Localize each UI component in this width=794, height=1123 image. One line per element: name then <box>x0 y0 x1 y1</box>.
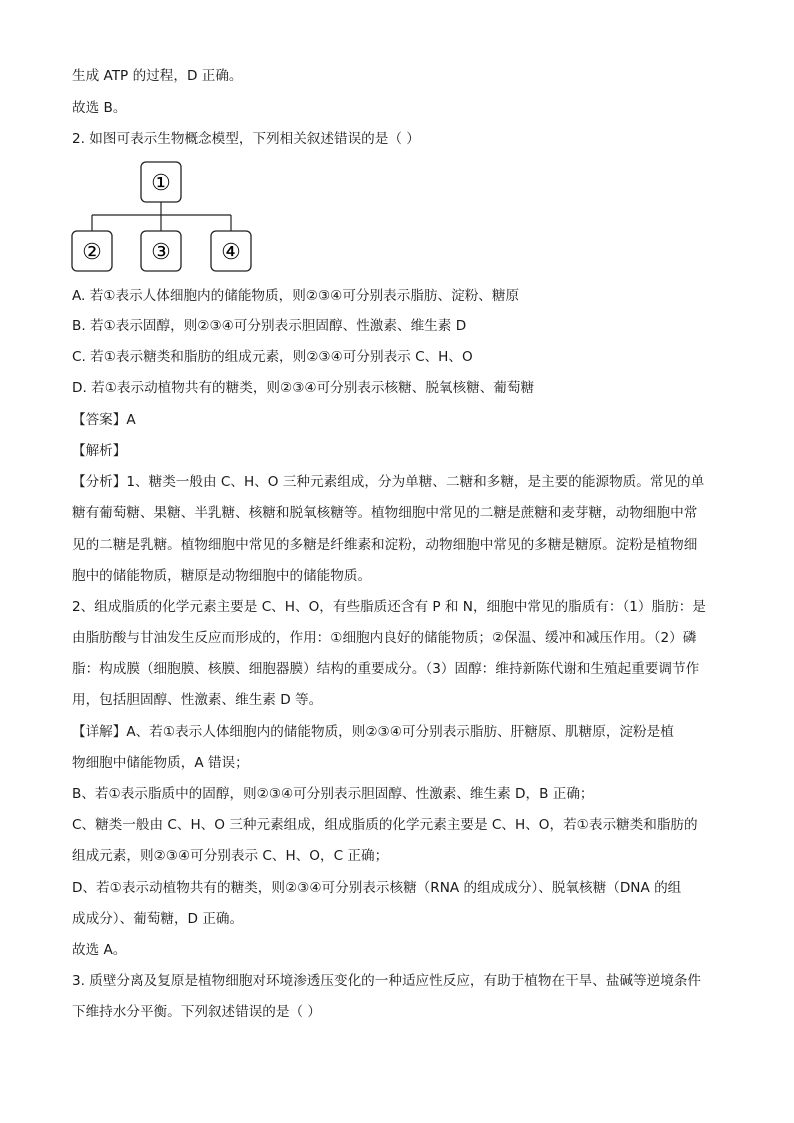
option-d: D. 若①表示动植物共有的糖类，则②③④可分别表示核糖、脱氧核糖、葡萄糖 <box>72 380 535 396</box>
analysis-text: 2、组成脂质的化学元素主要是 C、H、O，有些脂质还含有 P 和 N，细胞中常见的脂质有：（1）脂肪：是 <box>72 599 706 615</box>
analysis-text: 脂：构成膜（细胞膜、核膜、细胞器膜）结构的重要成分。（3）固醇：维持新陈代谢和生殖起重要调节作 <box>72 661 700 677</box>
analysis-text: 用，包括胆固醇、性激素、维生素 D 等。 <box>72 692 323 708</box>
analysis-text: 见的二糖是乳糖。植物细胞中常见的多糖是纤维素和淀粉，动物细胞中常见的多糖是糖原。淀粉是植物细 <box>72 537 698 553</box>
option-c: C. 若①表示糖类和脂肪的组成元素，则②③④可分别表示 C、H、O <box>72 349 473 365</box>
node-top-label: ① <box>151 171 171 196</box>
detail-text: C、糖类一般由 C、H、O 三种元素组成，组成脂质的化学元素主要是 C、H、O，若①表示糖类和脂肪的 <box>72 817 698 833</box>
question-2-stem: 2. 如图可表示生物概念模型，下列相关叙述错误的是（ ） <box>72 131 420 147</box>
option-a: A. 若①表示人体细胞内的储能物质，则②③④可分别表示脂肪、淀粉、糖原 <box>72 288 520 304</box>
analysis-text: 胞中的储能物质，糖原是动物细胞中的储能物质。 <box>72 568 372 584</box>
node-child-1 <box>72 231 112 271</box>
question-3-stem: 3. 质壁分离及复原是植物细胞对环境渗透压变化的一种适应性反应，有助于植物在干旱、盐碱等逆境条件 <box>72 973 702 989</box>
text-line: 故选 B。 <box>72 100 127 116</box>
node-top <box>141 162 181 202</box>
node-child-2-label: ③ <box>151 240 171 265</box>
node-child-3 <box>211 231 251 271</box>
detail-text: 组成元素，则②③④可分别表示 C、H、O，C 正确； <box>72 848 389 864</box>
detail-text: 故选 A。 <box>72 942 127 958</box>
analysis-heading: 【解析】 <box>72 443 127 459</box>
text-line: 生成 ATP 的过程，D 正确。 <box>72 68 243 84</box>
concept-model-diagram <box>70 158 260 274</box>
detail-text: B、若①表示脂质中的固醇，则②③④可分别表示胆固醇、性激素、维生素 D，B 正确； <box>72 786 594 802</box>
node-child-1-label: ② <box>82 240 102 265</box>
node-child-2 <box>141 231 181 271</box>
answer-label: 【答案】A <box>72 412 136 428</box>
detail-text: D、若①表示动植物共有的糖类，则②③④可分别表示核糖（RNA 的组成成分）、脱氧核糖（DNA 的组 <box>72 880 682 896</box>
analysis-text: 由脂肪酸与甘油发生反应而形成的，作用：①细胞内良好的储能物质；②保温、缓冲和减压作用。（2）磷 <box>72 630 697 646</box>
detail-text: 【详解】A、若①表示人体细胞内的储能物质，则②③④可分别表示脂肪、肝糖原、肌糖原，淀粉是植 <box>72 724 674 740</box>
question-3-stem: 下维持水分平衡。下列叙述错误的是（ ） <box>72 1004 322 1020</box>
node-child-3-label: ④ <box>221 240 241 265</box>
option-b: B. 若①表示固醇，则②③④可分别表示胆固醇、性激素、维生素 D <box>72 318 467 334</box>
detail-text: 成成分）、葡萄糖，D 正确。 <box>72 911 244 927</box>
analysis-text: 糖有葡萄糖、果糖、半乳糖、核糖和脱氧核糖等。植物细胞中常见的二糖是蔗糖和麦芽糖，动物细胞中常 <box>72 505 698 521</box>
analysis-text: 【分析】1、糖类一般由 C、H、O 三种元素组成，分为单糖、二糖和多糖，是主要的能源物质。常见的单 <box>72 474 705 490</box>
detail-text: 物细胞中储能物质，A 错误； <box>72 755 249 771</box>
